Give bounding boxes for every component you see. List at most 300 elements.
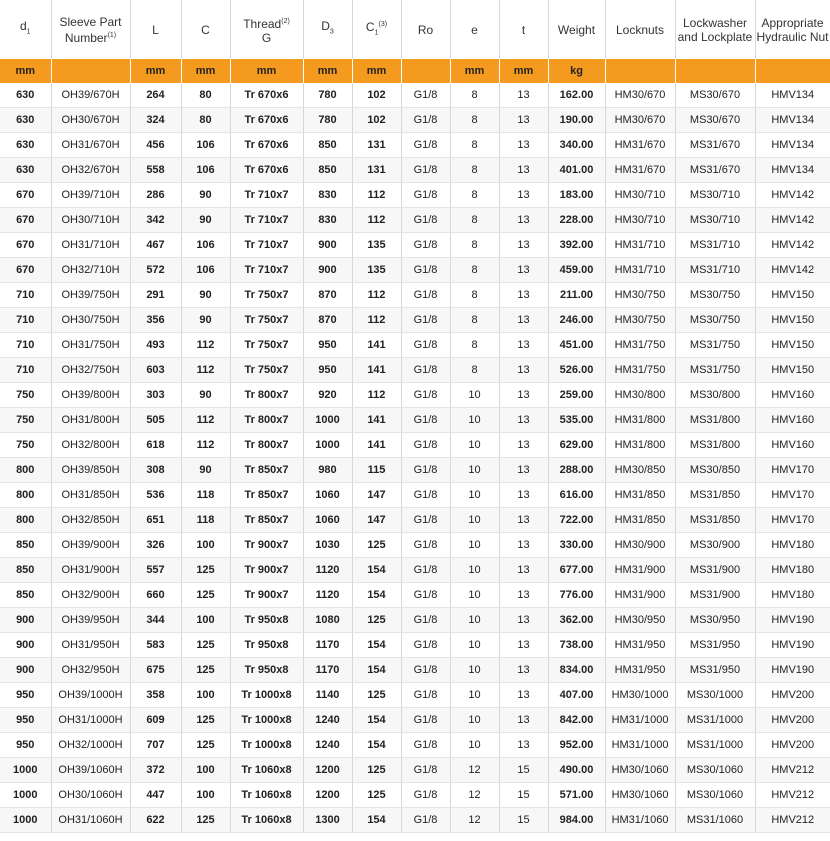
table-cell: 616.00: [548, 483, 605, 508]
table-cell: 583: [130, 633, 181, 658]
table-cell: 950: [0, 683, 51, 708]
table-cell: 505: [130, 408, 181, 433]
table-cell: 15: [499, 758, 548, 783]
table-cell: HM30/900: [605, 533, 675, 558]
table-cell: 952.00: [548, 733, 605, 758]
table-cell: 326: [130, 533, 181, 558]
table-cell: 850: [0, 558, 51, 583]
table-cell: OH39/1060H: [51, 758, 130, 783]
table-cell: HMV160: [755, 433, 830, 458]
table-cell: MS30/670: [675, 108, 755, 133]
col-t: t: [499, 0, 548, 59]
table-cell: HM30/750: [605, 308, 675, 333]
table-cell: MS31/670: [675, 158, 755, 183]
table-cell: 920: [303, 383, 352, 408]
table-cell: 13: [499, 733, 548, 758]
table-cell: 342: [130, 208, 181, 233]
table-row: [0, 808, 830, 833]
table-cell: MS31/1000: [675, 708, 755, 733]
table-cell: Tr 800x7: [230, 408, 303, 433]
table-cell: OH31/670H: [51, 133, 130, 158]
unit-cell: [51, 59, 130, 83]
table-cell: 407.00: [548, 683, 605, 708]
table-cell: Tr 1000x8: [230, 708, 303, 733]
table-cell: G1/8: [401, 558, 450, 583]
unit-cell: mm: [181, 59, 230, 83]
table-cell: 1170: [303, 658, 352, 683]
table-cell: 850: [303, 158, 352, 183]
table-cell: 603: [130, 358, 181, 383]
table-cell: Tr 1000x8: [230, 683, 303, 708]
table-cell: 670: [0, 183, 51, 208]
table-cell: 112: [181, 333, 230, 358]
table-cell: MS30/800: [675, 383, 755, 408]
footnote-text: [0, 833, 830, 841]
table-cell: 154: [352, 808, 401, 833]
table-cell: MS31/950: [675, 633, 755, 658]
table-cell: MS30/710: [675, 183, 755, 208]
table-cell: G1/8: [401, 633, 450, 658]
table-cell: HMV170: [755, 458, 830, 483]
table-cell: OH39/750H: [51, 283, 130, 308]
table-cell: Tr 1000x8: [230, 733, 303, 758]
table-cell: 125: [181, 633, 230, 658]
table-cell: MS31/900: [675, 583, 755, 608]
table-cell: 154: [352, 733, 401, 758]
table-row: [0, 308, 830, 333]
col-L: L: [130, 0, 181, 59]
table-cell: OH32/800H: [51, 433, 130, 458]
table-cell: 1030: [303, 533, 352, 558]
table-cell: 535.00: [548, 408, 605, 433]
table-cell: 141: [352, 433, 401, 458]
table-cell: OH31/1000H: [51, 708, 130, 733]
table-cell: HM31/800: [605, 408, 675, 433]
table-cell: 622: [130, 808, 181, 833]
table-cell: 900: [303, 233, 352, 258]
table-cell: HMV170: [755, 483, 830, 508]
table-cell: 10: [450, 683, 499, 708]
table-cell: 830: [303, 208, 352, 233]
table-cell: 493: [130, 333, 181, 358]
table-cell: HM30/950: [605, 608, 675, 633]
table-cell: G1/8: [401, 658, 450, 683]
table-cell: OH39/800H: [51, 383, 130, 408]
table-cell: OH39/850H: [51, 458, 130, 483]
table-cell: 100: [181, 608, 230, 633]
table-cell: 10: [450, 508, 499, 533]
table-cell: 100: [181, 758, 230, 783]
table-cell: 154: [352, 633, 401, 658]
table-cell: 291: [130, 283, 181, 308]
table-cell: 115: [352, 458, 401, 483]
table-row: [0, 733, 830, 758]
table-cell: 750: [0, 383, 51, 408]
table-cell: HMV150: [755, 333, 830, 358]
table-cell: 1240: [303, 708, 352, 733]
table-cell: 456: [130, 133, 181, 158]
table-cell: Tr 850x7: [230, 508, 303, 533]
table-cell: 154: [352, 658, 401, 683]
table-cell: 557: [130, 558, 181, 583]
table-cell: 162.00: [548, 83, 605, 108]
table-cell: 609: [130, 708, 181, 733]
table-cell: Tr 1060x8: [230, 808, 303, 833]
table-cell: HM31/670: [605, 158, 675, 183]
table-cell: 13: [499, 233, 548, 258]
table-cell: 330.00: [548, 533, 605, 558]
table-cell: HMV190: [755, 608, 830, 633]
table-cell: G1/8: [401, 533, 450, 558]
table-cell: 618: [130, 433, 181, 458]
table-cell: G1/8: [401, 308, 450, 333]
table-cell: 675: [130, 658, 181, 683]
table-cell: 900: [303, 258, 352, 283]
table-cell: OH31/750H: [51, 333, 130, 358]
table-cell: HMV190: [755, 658, 830, 683]
table-cell: 950: [0, 708, 51, 733]
col-Ro: Ro: [401, 0, 450, 59]
table-cell: 1000: [0, 758, 51, 783]
table-cell: 125: [352, 608, 401, 633]
table-row: [0, 433, 830, 458]
table-cell: 112: [181, 358, 230, 383]
table-cell: 980: [303, 458, 352, 483]
table-cell: 125: [181, 733, 230, 758]
table-row: [0, 658, 830, 683]
table-cell: 125: [352, 783, 401, 808]
table-cell: HM31/1000: [605, 733, 675, 758]
table-cell: Tr 950x8: [230, 633, 303, 658]
col-hydraulic-nut: Appropriate Hydraulic Nut: [755, 0, 830, 59]
table-cell: 90: [181, 383, 230, 408]
table-cell: 154: [352, 583, 401, 608]
table-cell: HMV142: [755, 258, 830, 283]
table-cell: 1240: [303, 733, 352, 758]
table-cell: 13: [499, 383, 548, 408]
col-locknuts: Locknuts: [605, 0, 675, 59]
table-cell: 141: [352, 333, 401, 358]
table-row: [0, 333, 830, 358]
table-cell: OH32/950H: [51, 658, 130, 683]
table-cell: 8: [450, 233, 499, 258]
unit-cell: mm: [230, 59, 303, 83]
table-cell: MS30/750: [675, 308, 755, 333]
table-cell: G1/8: [401, 183, 450, 208]
table-cell: G1/8: [401, 758, 450, 783]
table-cell: 738.00: [548, 633, 605, 658]
table-cell: MS31/750: [675, 333, 755, 358]
table-cell: 154: [352, 558, 401, 583]
table-cell: 340.00: [548, 133, 605, 158]
table-cell: 850: [0, 533, 51, 558]
table-cell: 288.00: [548, 458, 605, 483]
table-cell: HM31/900: [605, 558, 675, 583]
table-cell: MS31/1000: [675, 733, 755, 758]
table-row: [0, 208, 830, 233]
table-cell: 80: [181, 108, 230, 133]
table-cell: 8: [450, 83, 499, 108]
table-row: [0, 458, 830, 483]
table-cell: 131: [352, 133, 401, 158]
table-cell: MS30/1060: [675, 758, 755, 783]
unit-cell: mm: [450, 59, 499, 83]
table-cell: 710: [0, 358, 51, 383]
header-row: [0, 0, 830, 59]
table-cell: 850: [0, 583, 51, 608]
table-cell: 630: [0, 133, 51, 158]
table-cell: Tr 710x7: [230, 258, 303, 283]
table-cell: 356: [130, 308, 181, 333]
table-cell: 842.00: [548, 708, 605, 733]
table-cell: 1140: [303, 683, 352, 708]
table-cell: HMV142: [755, 233, 830, 258]
table-cell: Tr 800x7: [230, 383, 303, 408]
table-cell: Tr 850x7: [230, 483, 303, 508]
table-cell: 722.00: [548, 508, 605, 533]
col-e: e: [450, 0, 499, 59]
table-cell: 154: [352, 708, 401, 733]
table-cell: 102: [352, 83, 401, 108]
table-cell: 106: [181, 258, 230, 283]
table-cell: 10: [450, 533, 499, 558]
table-cell: HMV200: [755, 683, 830, 708]
table-row: [0, 83, 830, 108]
col-lockwasher: Lockwasher and Lockplate: [675, 0, 755, 59]
table-cell: 710: [0, 283, 51, 308]
table-cell: 13: [499, 633, 548, 658]
table-row: [0, 358, 830, 383]
table-cell: G1/8: [401, 433, 450, 458]
table-cell: 10: [450, 558, 499, 583]
table-cell: 13: [499, 433, 548, 458]
table-cell: HM30/670: [605, 83, 675, 108]
unit-cell: [675, 59, 755, 83]
table-row: [0, 483, 830, 508]
table-cell: 1120: [303, 583, 352, 608]
table-cell: 1120: [303, 558, 352, 583]
table-cell: OH30/1060H: [51, 783, 130, 808]
table-cell: 15: [499, 783, 548, 808]
table-cell: 1170: [303, 633, 352, 658]
table-row: [0, 508, 830, 533]
table-cell: G1/8: [401, 383, 450, 408]
table-cell: 10: [450, 633, 499, 658]
table-cell: 13: [499, 208, 548, 233]
table-cell: 710: [0, 308, 51, 333]
table-cell: 90: [181, 283, 230, 308]
table-cell: 135: [352, 258, 401, 283]
table-cell: 447: [130, 783, 181, 808]
table-cell: HM31/850: [605, 508, 675, 533]
col-sleeve-part-number: Sleeve Part Number$^{(1)}$: [51, 0, 130, 59]
table-cell: 112: [352, 383, 401, 408]
table-cell: Tr 710x7: [230, 208, 303, 233]
table-cell: 401.00: [548, 158, 605, 183]
table-cell: OH32/900H: [51, 583, 130, 608]
table-cell: MS30/1060: [675, 783, 755, 808]
table-row: [0, 633, 830, 658]
table-cell: 106: [181, 233, 230, 258]
table-cell: 112: [181, 433, 230, 458]
table-cell: 900: [0, 658, 51, 683]
table-cell: HMV200: [755, 733, 830, 758]
table-cell: HM30/710: [605, 183, 675, 208]
table-cell: 8: [450, 108, 499, 133]
unit-cell: mm: [352, 59, 401, 83]
table-cell: HMV180: [755, 558, 830, 583]
table-cell: 10: [450, 583, 499, 608]
table-cell: MS30/900: [675, 533, 755, 558]
col-C: C: [181, 0, 230, 59]
table-cell: 100: [181, 683, 230, 708]
table-cell: Tr 900x7: [230, 533, 303, 558]
table-cell: 870: [303, 308, 352, 333]
table-cell: HM31/710: [605, 233, 675, 258]
col-D3: $D_3$: [303, 0, 352, 59]
table-cell: HMV150: [755, 308, 830, 333]
table-cell: 135: [352, 233, 401, 258]
table-cell: 1200: [303, 758, 352, 783]
table-cell: 780: [303, 83, 352, 108]
unit-cell: mm: [130, 59, 181, 83]
table-cell: HM30/1060: [605, 758, 675, 783]
table-cell: HMV212: [755, 783, 830, 808]
table-cell: Tr 710x7: [230, 183, 303, 208]
table-cell: HMV150: [755, 358, 830, 383]
table-cell: 750: [0, 433, 51, 458]
table-cell: 324: [130, 108, 181, 133]
table-cell: 125: [352, 683, 401, 708]
table-cell: 870: [303, 283, 352, 308]
table-cell: 800: [0, 483, 51, 508]
table-cell: 90: [181, 208, 230, 233]
table-cell: Tr 850x7: [230, 458, 303, 483]
table-row: [0, 183, 830, 208]
table-cell: 13: [499, 83, 548, 108]
table-cell: 536: [130, 483, 181, 508]
table-cell: MS31/710: [675, 233, 755, 258]
table-cell: HMV150: [755, 283, 830, 308]
table-cell: G1/8: [401, 133, 450, 158]
table-cell: OH39/950H: [51, 608, 130, 633]
table-cell: 125: [181, 583, 230, 608]
table-row: [0, 558, 830, 583]
table-cell: 1000: [303, 433, 352, 458]
table-cell: Tr 750x7: [230, 333, 303, 358]
table-cell: 344: [130, 608, 181, 633]
table-cell: 12: [450, 758, 499, 783]
table-cell: 13: [499, 133, 548, 158]
unit-cell: mm: [0, 59, 51, 83]
table-cell: 1300: [303, 808, 352, 833]
table-cell: 13: [499, 583, 548, 608]
table-cell: OH31/800H: [51, 408, 130, 433]
table-cell: Tr 900x7: [230, 583, 303, 608]
table-cell: 125: [181, 558, 230, 583]
table-cell: 13: [499, 358, 548, 383]
table-body: [0, 83, 830, 833]
table-cell: MS31/950: [675, 658, 755, 683]
col-weight: Weight: [548, 0, 605, 59]
table-cell: Tr 1060x8: [230, 783, 303, 808]
table-cell: Tr 950x8: [230, 658, 303, 683]
table-cell: 125: [181, 708, 230, 733]
table-cell: 660: [130, 583, 181, 608]
table-cell: 670: [0, 233, 51, 258]
table-cell: OH30/710H: [51, 208, 130, 233]
table-cell: 13: [499, 308, 548, 333]
table-cell: MS30/710: [675, 208, 755, 233]
table-cell: Tr 750x7: [230, 358, 303, 383]
table-cell: HMV160: [755, 408, 830, 433]
table-cell: 13: [499, 458, 548, 483]
table-cell: 13: [499, 283, 548, 308]
table-row: [0, 233, 830, 258]
table-cell: G1/8: [401, 233, 450, 258]
table-cell: MS30/950: [675, 608, 755, 633]
table-cell: 8: [450, 183, 499, 208]
table-cell: 776.00: [548, 583, 605, 608]
table-cell: 670: [0, 208, 51, 233]
table-cell: MS30/750: [675, 283, 755, 308]
table-cell: 467: [130, 233, 181, 258]
table-cell: HM30/710: [605, 208, 675, 233]
table-cell: 183.00: [548, 183, 605, 208]
table-cell: G1/8: [401, 333, 450, 358]
table-cell: 308: [130, 458, 181, 483]
table-cell: G1/8: [401, 608, 450, 633]
table-cell: HM30/1060: [605, 783, 675, 808]
table-cell: HM30/670: [605, 108, 675, 133]
table-cell: 362.00: [548, 608, 605, 633]
table-cell: 125: [352, 533, 401, 558]
table-cell: HMV142: [755, 183, 830, 208]
table-cell: Tr 800x7: [230, 433, 303, 458]
table-cell: 8: [450, 358, 499, 383]
table-cell: HM31/750: [605, 358, 675, 383]
table-cell: 1060: [303, 483, 352, 508]
table-cell: OH31/900H: [51, 558, 130, 583]
table-cell: 15: [499, 808, 548, 833]
table-cell: 1000: [0, 808, 51, 833]
col-thread: Thread$^{(2)}$ G: [230, 0, 303, 59]
table-cell: G1/8: [401, 108, 450, 133]
table-cell: 10: [450, 408, 499, 433]
table-cell: MS31/850: [675, 508, 755, 533]
table-cell: HM31/950: [605, 633, 675, 658]
table-cell: HMV180: [755, 583, 830, 608]
table-cell: OH39/1000H: [51, 683, 130, 708]
table-cell: 8: [450, 158, 499, 183]
table-cell: 451.00: [548, 333, 605, 358]
table-cell: 13: [499, 708, 548, 733]
table-cell: OH32/670H: [51, 158, 130, 183]
table-row: [0, 258, 830, 283]
table-cell: G1/8: [401, 583, 450, 608]
table-cell: 372: [130, 758, 181, 783]
table-cell: 13: [499, 483, 548, 508]
table-cell: 1000: [0, 783, 51, 808]
table-cell: HM31/850: [605, 483, 675, 508]
table-cell: 10: [450, 433, 499, 458]
table-cell: 558: [130, 158, 181, 183]
table-cell: 392.00: [548, 233, 605, 258]
table-cell: 211.00: [548, 283, 605, 308]
table-cell: OH32/850H: [51, 508, 130, 533]
table-row: [0, 783, 830, 808]
table-cell: 490.00: [548, 758, 605, 783]
